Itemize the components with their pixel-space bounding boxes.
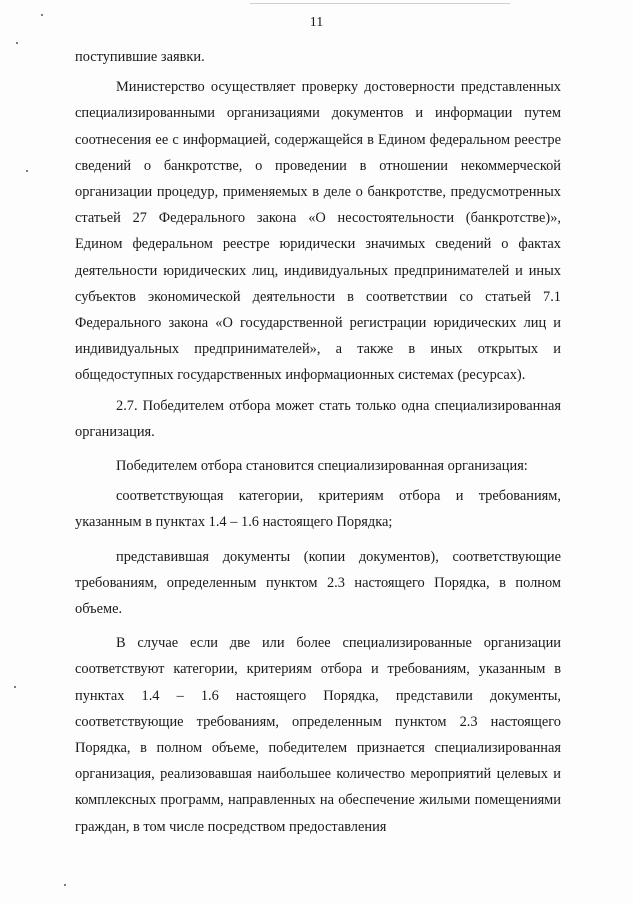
scan-speck [14, 686, 16, 688]
scan-speck [41, 14, 43, 16]
document-body [75, 44, 561, 840]
paragraph-winner-definition: Победителем отбора становится специализированная организация: [116, 458, 528, 475]
paragraph-2-7: 2.7. Победителем отбора может стать только одна специализированная организация. [75, 397, 561, 440]
page-number: 11 [309, 15, 324, 30]
scan-speck [64, 884, 66, 886]
paragraph-ministry-verification: Министерство осуществляет проверку достоверности представленных специализированными организациями документов и информации путем соотнесения ее с информацией, содержащейся в Едином федеральном реестре сведений о банкротстве, о проведении в отношении некоммерческой организации процедур, применяемых в деле о банкротстве, предусмотренных статьей 27 Федерального закона «О несостоятельности (банкротстве)», Едином федеральном реестре юридически значимых сведений о фактах деятельности юридических лиц, индивидуальных предпринимателей и иных субъектов экономической деятельности в соответствии со статьей 7.1 Федерального закона «О государственной регистрации юридических лиц и индивидуальных предпринимателей», а также в иных открытых и общедоступных государственных информационных системах (ресурсах). [75, 79, 561, 384]
scan-speck [16, 42, 18, 44]
paragraph-criteria-1: соответствующая категории, критериям отбора и требованиям, указанным в пунктах 1.4 – 1.6 настоящего Порядка; [75, 488, 561, 531]
paragraph-criteria-2: представившая документы (копии документов), соответствующие требованиям, определенным пунктом 2.3 настоящего Порядка, в полном объеме. [75, 548, 561, 618]
paragraph-tie-break: В случае если две или более специализированные организации соответствуют категории, критериям отбора и требованиям, указанным в пунктах 1.4 – 1.6 настоящего Порядка, представили документы, соответствующие требованиям, определенным пунктом 2.3 настоящего Порядка, в полном объеме, победителем признается специализированная организация, реализовавшая наибольшее количество мероприятий целевых и комплексных программ, направленных на обеспечение жилыми помещениями граждан, в том числе посредством предоставления [75, 635, 561, 835]
scan-edge-line [250, 3, 510, 4]
paragraph-continuation: поступившие заявки. [75, 49, 205, 65]
scan-speck [26, 170, 28, 172]
